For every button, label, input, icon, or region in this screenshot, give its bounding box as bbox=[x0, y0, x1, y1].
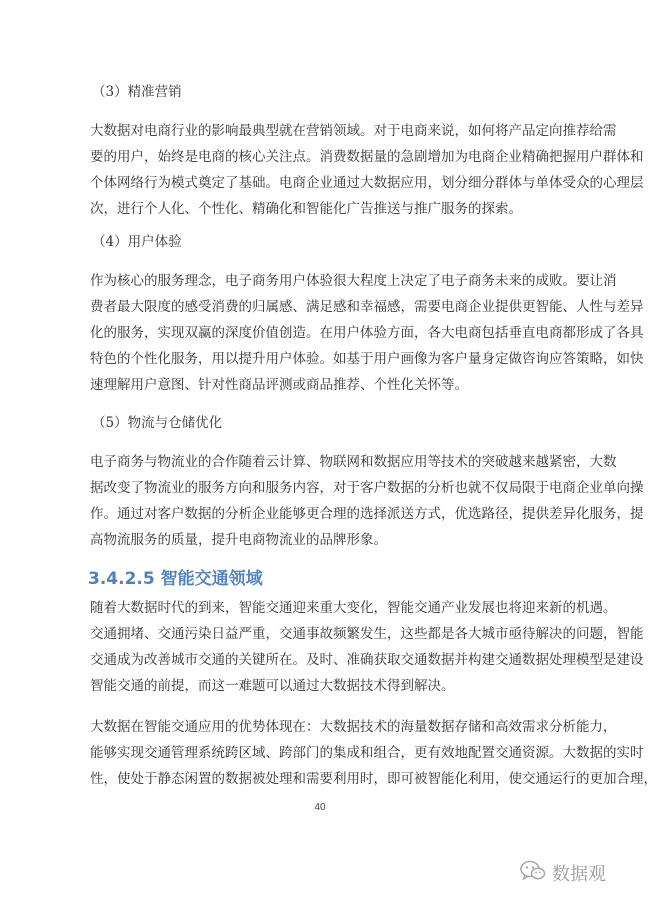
paragraph-smart-traffic-advantages bbox=[90, 714, 657, 792]
text-line: 要的用户，始终是电商的核心关注点。消费数据量的急剧增加为电商企业精确把握用户群体和 bbox=[90, 149, 644, 165]
text-line: 速理解用户意图、针对性商品评测或商品推荐、个性化关怀等。 bbox=[90, 377, 468, 393]
text-line: 作。通过对客户数据的分析企业能够更合理的选择派送方式，优选路径，提供差异化服务，提 bbox=[90, 506, 644, 522]
subsection-heading-precision-marketing: （3）精准营销 bbox=[92, 84, 182, 100]
watermark bbox=[520, 860, 606, 886]
paragraph-user-experience bbox=[90, 268, 644, 398]
text-line: 费者最大限度的感受消费的归属感、满足感和幸福感，需要电商企业提供更智能、人性与差异 bbox=[90, 299, 644, 315]
paragraph-smart-traffic-intro bbox=[90, 595, 644, 699]
page-number: 40 bbox=[314, 802, 326, 813]
watermark-text: 数据观 bbox=[552, 864, 606, 885]
text-line: 个体网络行为模式奠定了基础。电商企业通过大数据应用，划分细分群体与单体受众的心理层 bbox=[90, 175, 644, 191]
text-line: 化的服务，实现双赢的深度价值创造。在用户体验方面，各大电商包括垂直电商都形成了各具 bbox=[90, 325, 644, 341]
paragraph-logistics bbox=[90, 449, 644, 553]
text-line: 大数据在智能交通应用的优势体现在：大数据技术的海量数据存储和高效需求分析能力， bbox=[90, 719, 617, 735]
text-line: 随着大数据时代的到来，智能交通迎来重大变化，智能交通产业发展也将迎来新的机遇。 bbox=[90, 600, 617, 616]
text-line: 高物流服务的质量，提升电商物流业的品牌形象。 bbox=[90, 532, 387, 548]
text-line: 交通拥堵、交通污染日益严重，交通事故频繁发生，这些都是各大城市亟待解决的问题，智能 bbox=[90, 626, 644, 642]
text-line: 电子商务与物流业的合作随着云计算、物联网和数据应用等技术的突破越来越紧密，大数 bbox=[90, 454, 617, 470]
subsection-heading-logistics: （5）物流与仓储优化 bbox=[92, 415, 223, 431]
text-line: 特色的个性化服务，用以提升用户体验。如基于用户画像为客户量身定做咨询应答策略，如快 bbox=[90, 351, 644, 367]
text-line: 据改变了物流业的服务方向和服务内容，对于客户数据的分析也就不仅局限于电商企业单向操 bbox=[90, 480, 644, 496]
section-heading-smart-traffic: 3.4.2.5 智能交通领域 bbox=[88, 569, 263, 589]
text-line: 能够实现交通管理系统跨区域、跨部门的集成和组合，更有效地配置交通资源。大数据的实时 bbox=[90, 745, 644, 761]
text-line: 作为核心的服务理念，电子商务用户体验很大程度上决定了电子商务未来的成败。要让消 bbox=[90, 273, 617, 289]
text-line: 交通成为改善城市交通的关键所在。及时、准确获取交通数据并构建交通数据处理模型是建设 bbox=[90, 652, 644, 668]
text-line: 智能交通的前提，而这一难题可以通过大数据技术得到解决。 bbox=[90, 678, 455, 694]
text-line: 次，进行个人化、个性化、精确化和智能化广告推送与推广服务的探索。 bbox=[90, 201, 522, 217]
text-line: 大数据对电商行业的影响最典型就在营销领域。对于电商来说，如何将产品定向推荐给需 bbox=[90, 123, 617, 139]
paragraph-precision-marketing bbox=[90, 118, 644, 222]
subsection-heading-user-experience: （4）用户体验 bbox=[92, 234, 182, 250]
text-line: 性，使处于静态闲置的数据被处理和需要利用时，即可被智能化利用，使交通运行的更加合理， bbox=[90, 771, 657, 787]
wechat-icon bbox=[520, 860, 546, 886]
